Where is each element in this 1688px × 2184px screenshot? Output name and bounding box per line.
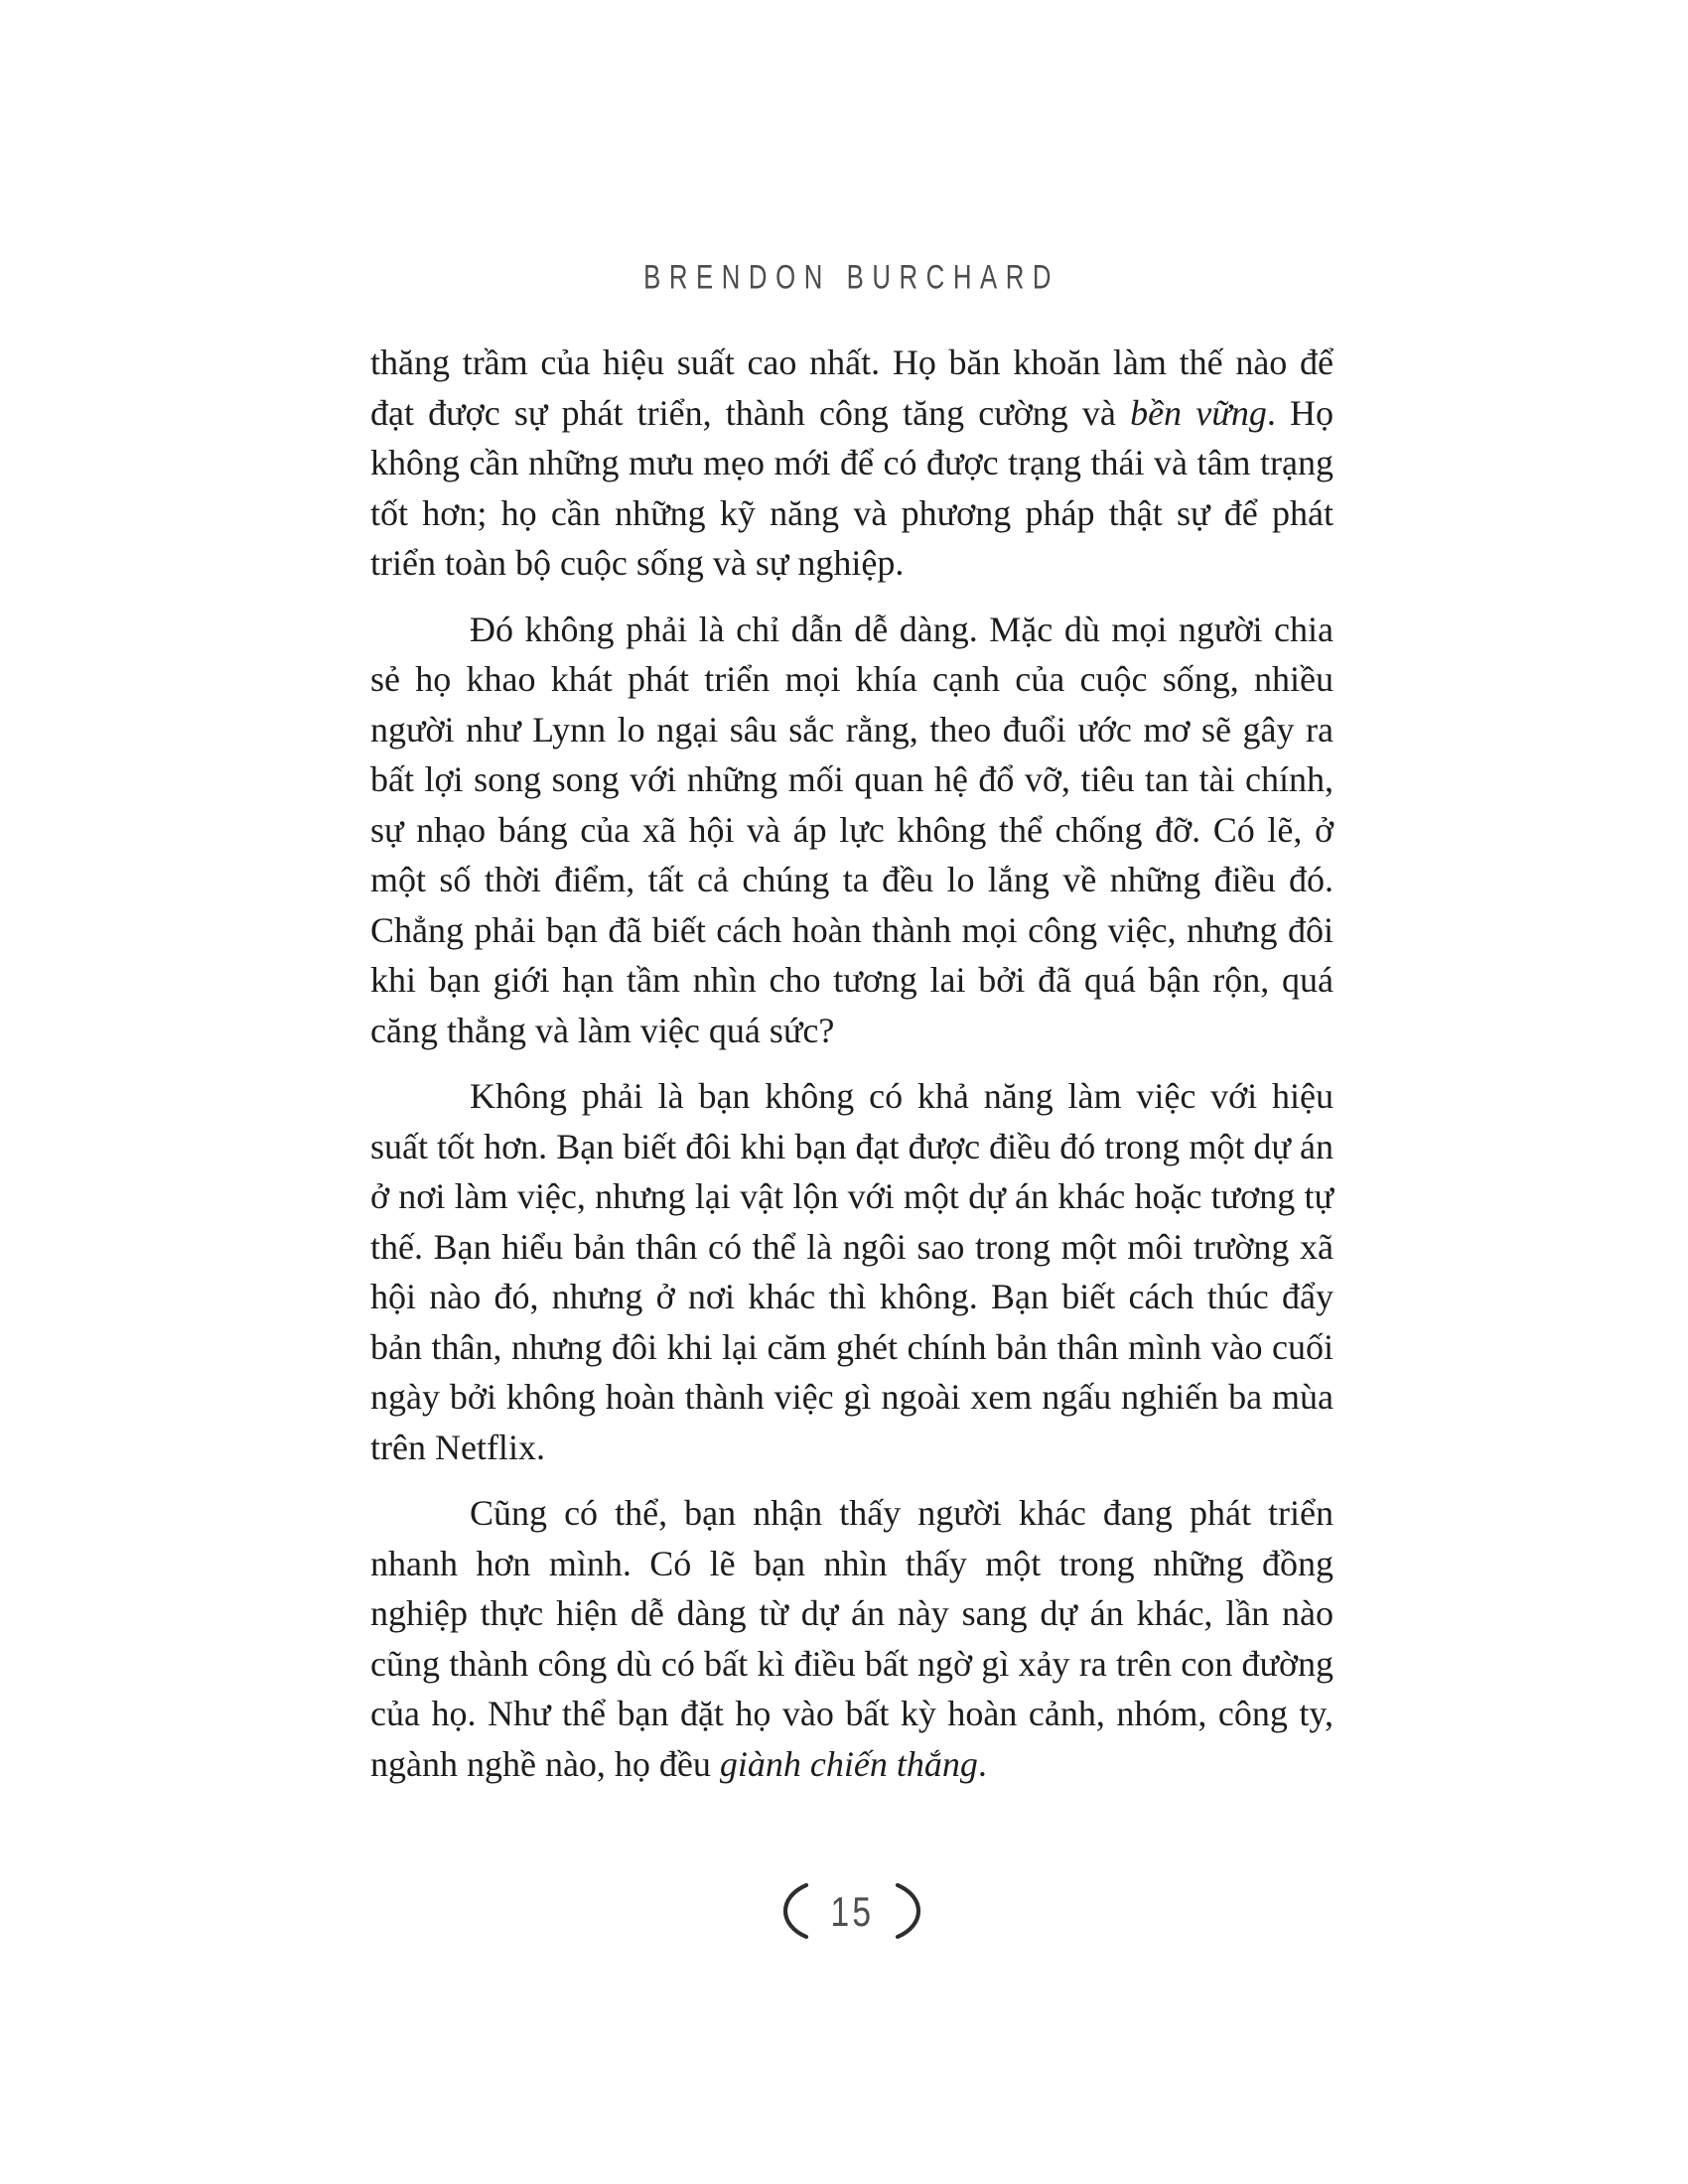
right-arc-icon <box>893 1882 932 1940</box>
paragraph <box>370 1071 1334 1472</box>
italic-text-segment: giành chiến thắng <box>719 1743 978 1784</box>
left-arc-icon <box>772 1882 811 1940</box>
running-header <box>370 258 1334 296</box>
text-segment: . Họ không cần những mưu mẹo mới để có được trạng thái và tâm trạng tốt hơn; họ cần những kỹ năng và phương pháp thật sự để phát triển toàn bộ cuộc sống và sự nghiệp. <box>370 392 1335 583</box>
paragraph <box>370 1488 1334 1789</box>
page-number: 15 <box>830 1888 874 1935</box>
italic-text-segment: bền vững <box>1130 392 1267 433</box>
body-text-column <box>370 338 1334 1789</box>
text-segment: Không phải là bạn không có khả năng làm việc với hiệu suất tốt hơn. Bạn biết đôi khi bạn đạt được điều đó trong một dự án ở nơi làm việc, nhưng lại vật lộn với một dự án khác hoặc tương tự thế. Bạn hiểu bản thân có thể là ngôi sao trong một môi trường xã hội nào đó, nhưng ở nơi khác thì không. Bạn biết cách thúc đẩy bản thân, nhưng đôi khi lại căm ghét chính bản thân mình vào cuối ngày bởi không hoàn thành việc gì ngoài xem ngấu nghiến ba mùa trên Netflix. <box>370 1076 1334 1467</box>
text-segment: . <box>977 1743 987 1784</box>
text-segment: thăng trầm của hiệu suất cao nhất. Họ băn khoăn làm thế nào để đạt được sự phát triển, thành công tăng cường và <box>370 342 1334 433</box>
paragraph <box>370 605 1334 1056</box>
page-number-ornament <box>370 1882 1334 1940</box>
text-segment: Cũng có thể, bạn nhận thấy người khác đang phát triển nhanh hơn mình. Có lẽ bạn nhìn thấy một trong những đồng nghiệp thực hiện dễ dàng từ dự án này sang dự án khác, lần nào cũng thành công dù có bất kì điều bất ngờ gì xảy ra trên con đường của họ. Như thể bạn đặt họ vào bất kỳ hoàn cảnh, nhóm, công ty, ngành nghề nào, họ đều <box>370 1493 1334 1784</box>
paragraph <box>370 338 1334 589</box>
running-header-title: BRENDON BURCHARD <box>643 257 1060 296</box>
text-segment: Đó không phải là chỉ dẫn dễ dàng. Mặc dù mọi người chia sẻ họ khao khát phát triển mọi khía cạnh của cuộc sống, nhiều người như Lynn lo ngại sâu sắc rằng, theo đuổi ước mơ sẽ gây ra bất lợi song song với những mối quan hệ đổ vỡ, tiêu tan tài chính, sự nhạo báng của xã hội và áp lực không thể chống đỡ. Có lẽ, ở một số thời điểm, tất cả chúng ta đều lo lắng về những điều đó. Chẳng phải bạn đã biết cách hoàn thành mọi công việc, nhưng đôi khi bạn giới hạn tầm nhìn cho tương lai bởi đã quá bận rộn, quá căng thẳng và làm việc quá sức? <box>370 609 1334 1050</box>
